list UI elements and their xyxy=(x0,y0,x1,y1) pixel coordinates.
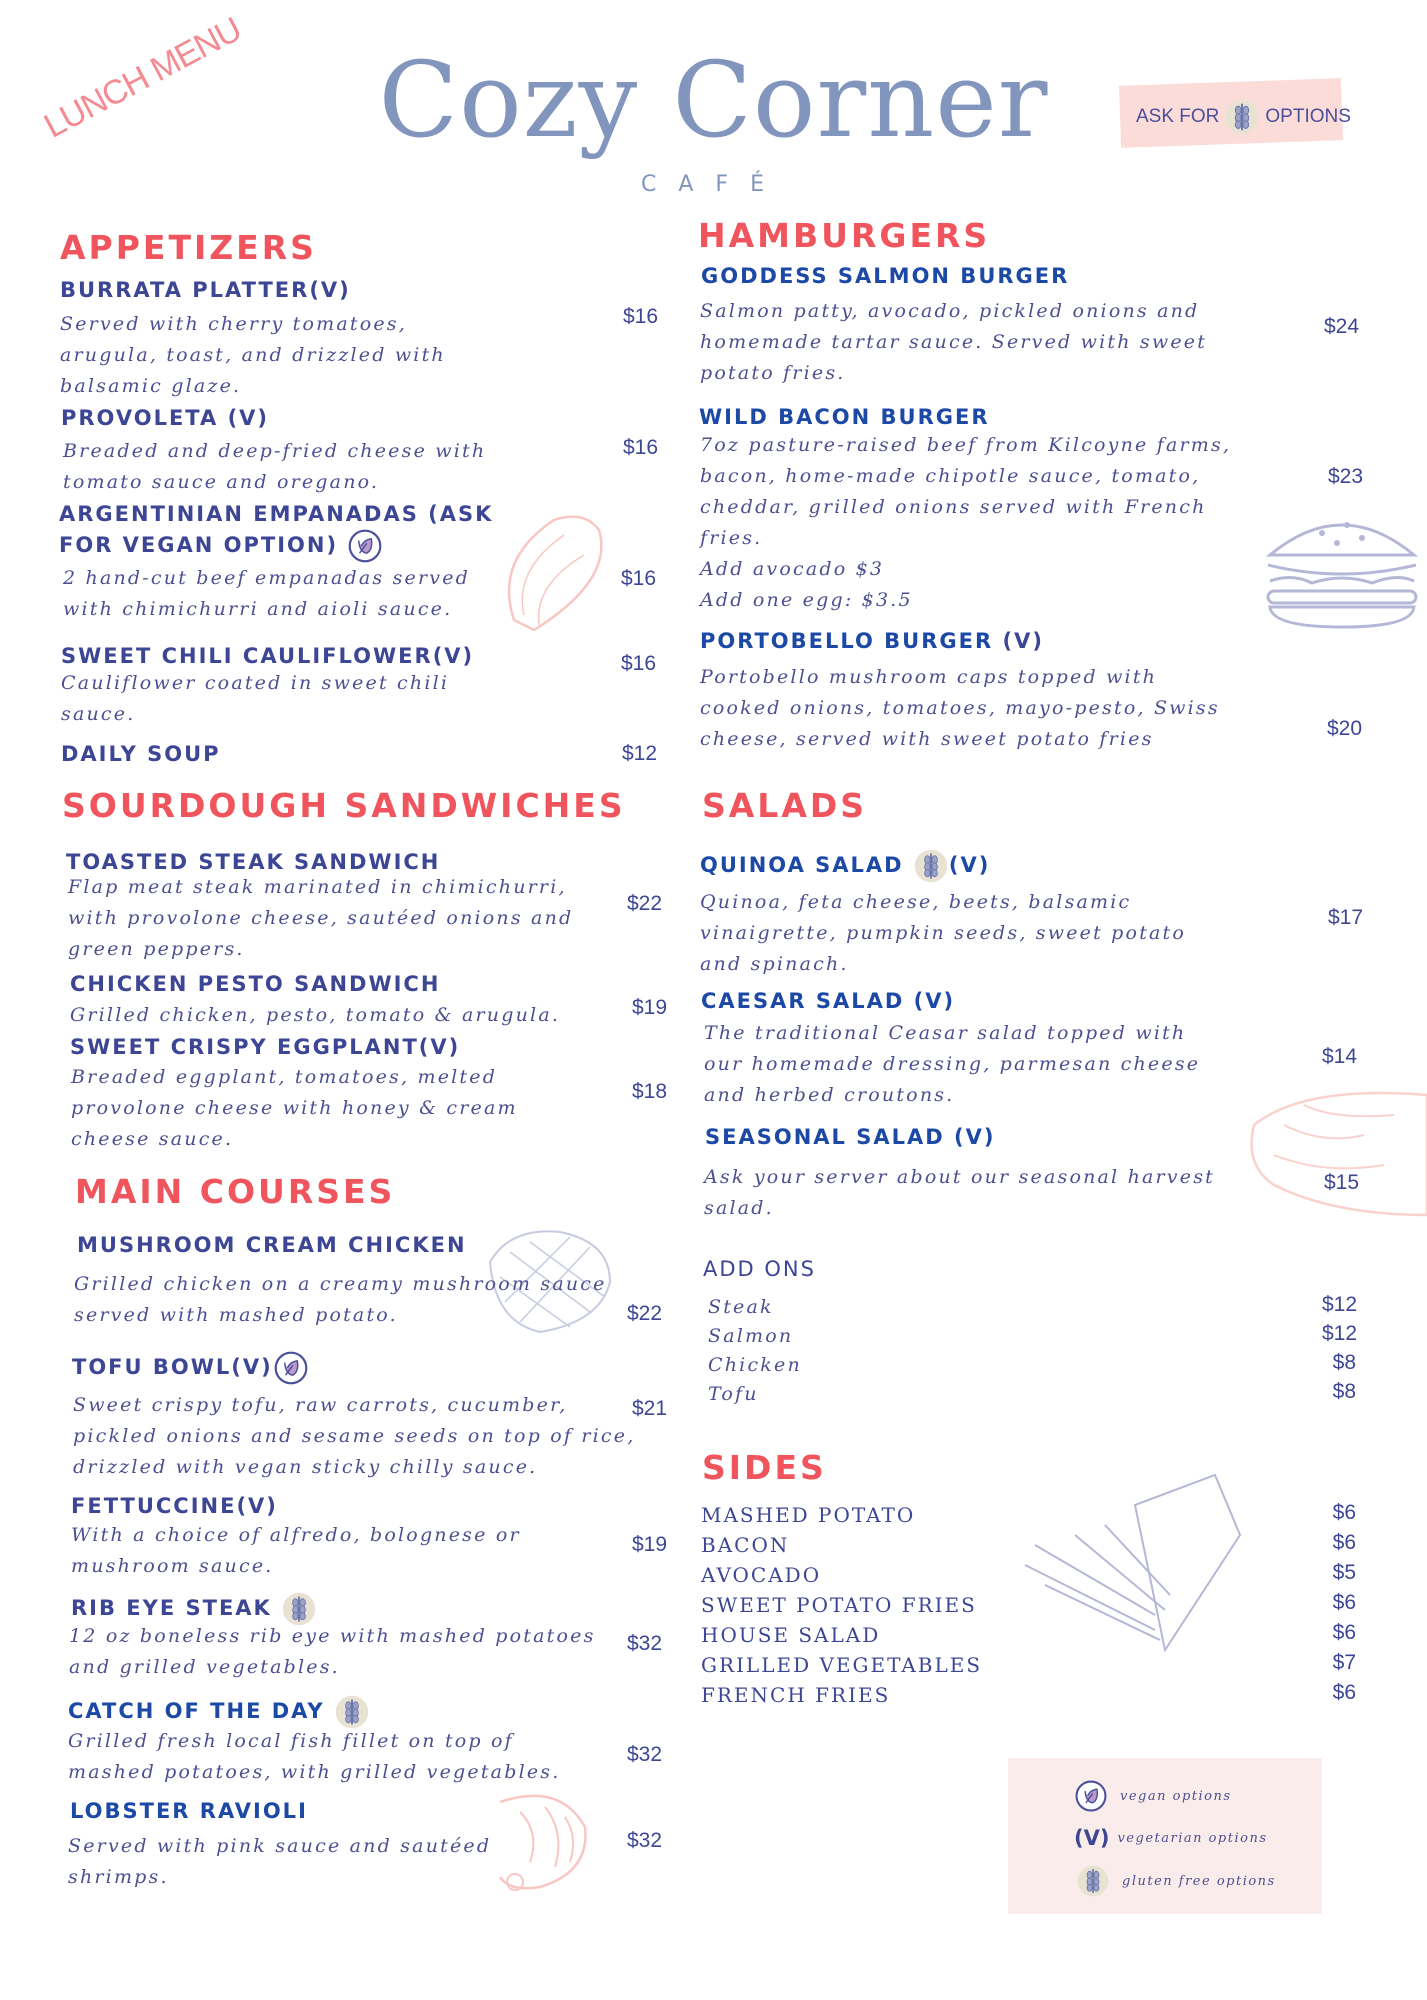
item-desc-empanadas xyxy=(63,563,470,625)
desc-line: cheddar, grilled onions served with French xyxy=(700,496,1207,518)
item-desc-provoleta xyxy=(63,436,486,498)
item-desc-portobello-burger xyxy=(700,662,1220,755)
section-title-sandwiches: SOURDOUGH SANDWICHES xyxy=(62,786,626,825)
desc-line: drizzled with vegan sticky chilly sauce. xyxy=(73,1456,538,1478)
desc-line: Quinoa, feta cheese, beets, balsamic xyxy=(700,891,1132,913)
item-name-salmon-burger: GODDESS SALMON BURGER xyxy=(701,264,1070,288)
vegetarian-tag: (V) xyxy=(231,1355,273,1379)
gluten-free-wheat-icon xyxy=(913,848,949,884)
desc-line: sauce. xyxy=(61,703,136,725)
desc-line: mushroom sauce. xyxy=(71,1555,274,1577)
item-desc-fettuccine xyxy=(71,1520,521,1582)
vegetarian-tag: (V) xyxy=(418,1035,461,1059)
side-price: $6 xyxy=(1332,1621,1356,1644)
desc-line: provolone cheese with honey & cream xyxy=(71,1097,518,1119)
item-name-caesar-salad xyxy=(701,987,955,1015)
desc-line: Grilled chicken, pesto, tomato & arugula. xyxy=(70,1004,561,1026)
desc-line: Grilled fresh local fish fillet on top of xyxy=(68,1730,514,1752)
item-name-cauliflower xyxy=(61,642,474,670)
vegetarian-tag: (V) xyxy=(309,278,351,302)
desc-line: Served with cherry tomatoes, xyxy=(60,313,407,335)
vegetarian-tag: (V) xyxy=(913,989,956,1013)
item-price-caesar-salad: $14 xyxy=(1322,1045,1358,1068)
desc-line: cheese sauce. xyxy=(71,1128,234,1150)
burger-illustration xyxy=(1262,503,1422,633)
fries-illustration xyxy=(1015,1465,1245,1665)
legend-vegetarian-label: vegetarian options xyxy=(1117,1830,1268,1846)
item-name-text: SWEET CRISPY EGGPLANT xyxy=(70,1035,419,1059)
item-price-catch-of-the-day: $32 xyxy=(627,1743,663,1766)
item-desc-burrata xyxy=(60,309,446,402)
vegetarian-tag: (V) xyxy=(432,644,475,668)
addons-title: ADD ONS xyxy=(703,1257,816,1281)
sides-list xyxy=(701,1500,982,1710)
item-name-line: ARGENTINIAN EMPANADAS (ASK xyxy=(59,502,494,526)
desc-line: Sweet crispy tofu, raw carrots, cucumber, xyxy=(73,1394,568,1416)
desc-line: Cauliflower coated in sweet chili xyxy=(61,672,450,694)
desc-line: cheese, served with sweet potato fries xyxy=(700,728,1154,750)
item-price-soup: $12 xyxy=(622,742,658,765)
desc-line: salad. xyxy=(704,1197,774,1219)
item-desc-bacon-burger xyxy=(700,430,1231,616)
section-title-salads: SALADS xyxy=(702,786,868,825)
desc-line: 2 hand-cut beef empanadas served xyxy=(63,567,471,589)
desc-line: Ask your server about our seasonal harvest xyxy=(704,1166,1215,1188)
item-price-mushroom-chicken: $22 xyxy=(627,1302,663,1325)
desc-line: served with mashed potato. xyxy=(74,1304,398,1326)
item-price-empanadas: $16 xyxy=(621,567,657,590)
vegan-leaf-icon xyxy=(1074,1779,1108,1813)
side-price: $6 xyxy=(1332,1531,1356,1554)
desc-line: fries. xyxy=(700,527,763,549)
item-name-text: FETTUCCINE xyxy=(71,1494,237,1518)
item-price-cauliflower: $16 xyxy=(621,652,657,675)
addon-price: $8 xyxy=(1332,1380,1356,1403)
item-price-lobster-ravioli: $32 xyxy=(627,1829,663,1852)
desc-line: with chimichurri and aioli sauce. xyxy=(63,598,453,620)
item-price-quinoa-salad: $17 xyxy=(1328,906,1364,929)
item-name-text: PORTOBELLO BURGER xyxy=(700,629,994,653)
addon-name: Chicken xyxy=(708,1354,802,1376)
legend-gluten-free xyxy=(1076,1864,1276,1898)
item-name-fettuccine xyxy=(71,1492,278,1520)
item-desc-cauliflower xyxy=(61,668,449,730)
addon-price: $12 xyxy=(1322,1322,1358,1345)
item-price-salmon-burger: $24 xyxy=(1324,315,1360,338)
desc-line: 7oz pasture-raised beef from Kilcoyne farms, xyxy=(700,434,1232,456)
item-name-empanadas xyxy=(59,500,493,564)
desc-line: Breaded and deep-fried cheese with xyxy=(63,440,487,462)
item-price-eggplant: $18 xyxy=(632,1080,668,1103)
desc-line: Add avocado $3 xyxy=(700,558,885,580)
item-desc-mushroom-chicken xyxy=(74,1269,607,1331)
item-desc-salmon-burger xyxy=(700,296,1207,389)
addon-name: Tofu xyxy=(708,1383,759,1405)
item-name-provoleta xyxy=(61,404,269,432)
desc-line: cooked onions, tomatoes, mayo-pesto, Swiss xyxy=(700,697,1220,719)
desc-line: with provolone cheese, sautéed onions and xyxy=(68,907,574,929)
side-name: FRENCH FRIES xyxy=(701,1683,891,1707)
item-name-seasonal-salad xyxy=(705,1123,995,1151)
item-name-text: SWEET CHILI CAULIFLOWER xyxy=(61,644,433,668)
item-name-text: SEASONAL SALAD xyxy=(705,1125,945,1149)
item-desc-quinoa-salad xyxy=(700,887,1186,980)
brand-title: Cozy Corner xyxy=(378,39,1049,161)
desc-line: our homemade dressing, parmesan cheese xyxy=(704,1053,1201,1075)
desc-line: and herbed croutons. xyxy=(704,1084,955,1106)
side-price: $5 xyxy=(1332,1561,1356,1584)
section-title-appetizers: APPETIZERS xyxy=(60,228,317,267)
item-name-text: QUINOA SALAD xyxy=(700,853,904,877)
vegetarian-symbol: (V) xyxy=(1074,1826,1110,1850)
item-desc-caesar-salad xyxy=(704,1018,1200,1111)
desc-line: homemade tartar sauce. Served with sweet xyxy=(700,331,1208,353)
addon-price: $12 xyxy=(1322,1293,1358,1316)
item-price-burrata: $16 xyxy=(623,305,659,328)
desc-line: tomato sauce and oregano. xyxy=(63,471,380,493)
item-name-mushroom-chicken: MUSHROOM CREAM CHICKEN xyxy=(77,1233,467,1257)
ask-left-text: ASK FOR xyxy=(1136,106,1220,127)
section-title-sides: SIDES xyxy=(702,1448,827,1487)
ask-options-text xyxy=(1136,98,1351,136)
vegan-leaf-icon xyxy=(347,528,383,564)
side-price: $6 xyxy=(1332,1681,1356,1704)
desc-line: pickled onions and sesame seeds on top of rice, xyxy=(73,1425,636,1447)
vegetarian-tag: (V) xyxy=(227,406,270,430)
gluten-free-wheat-icon xyxy=(1076,1864,1110,1898)
desc-line: arugula, toast, and drizzled with xyxy=(60,344,446,366)
item-price-steak-sandwich: $22 xyxy=(627,892,663,915)
vegan-leaf-icon xyxy=(273,1350,309,1386)
item-name-text: FOR VEGAN OPTION) xyxy=(59,533,339,557)
desc-line: and spinach. xyxy=(700,953,849,975)
desc-line: Add one egg: $3.5 xyxy=(700,589,913,611)
item-name-text: TOFU BOWL xyxy=(72,1355,232,1379)
item-price-portobello-burger: $20 xyxy=(1327,717,1363,740)
desc-line: and grilled vegetables. xyxy=(69,1656,340,1678)
legend-vegan-label: vegan options xyxy=(1120,1788,1232,1804)
legend-vegan xyxy=(1074,1779,1232,1813)
addon-price: $8 xyxy=(1332,1351,1356,1374)
desc-line: Salmon patty, avocado, pickled onions and xyxy=(700,300,1200,322)
side-name: BACON xyxy=(701,1533,790,1557)
item-desc-lobster-ravioli xyxy=(68,1831,491,1893)
item-desc-seasonal-salad xyxy=(704,1162,1215,1224)
item-price-provoleta: $16 xyxy=(623,436,659,459)
side-name: AVOCADO xyxy=(701,1563,822,1587)
item-name-bacon-burger: WILD BACON BURGER xyxy=(699,405,990,429)
desc-line: Breaded eggplant, tomatoes, melted xyxy=(71,1066,498,1088)
brand-subtitle: CAFÉ xyxy=(641,172,786,197)
desc-line: Served with pink sauce and sautéed xyxy=(68,1835,492,1857)
addons-prices xyxy=(1322,1290,1356,1406)
item-name-text: CATCH OF THE DAY xyxy=(68,1699,325,1723)
vegetarian-tag: (V) xyxy=(953,1125,996,1149)
item-name-catch-of-the-day xyxy=(68,1694,370,1730)
desc-line: vinaigrette, pumpkin seeds, sweet potato xyxy=(700,922,1187,944)
item-name-text: BURRATA PLATTER xyxy=(60,278,310,302)
ask-right-text: OPTIONS xyxy=(1265,106,1351,127)
item-name-lobster-ravioli: LOBSTER RAVIOLI xyxy=(70,1799,308,1823)
side-price: $7 xyxy=(1332,1651,1356,1674)
gluten-free-wheat-icon xyxy=(1223,98,1261,136)
item-price-seasonal-salad: $15 xyxy=(1324,1171,1360,1194)
item-desc-eggplant xyxy=(71,1062,518,1155)
item-name-line xyxy=(59,528,493,564)
desc-line: potato fries. xyxy=(700,362,846,384)
desc-line: balsamic glaze. xyxy=(60,375,242,397)
section-title-hamburgers: HAMBURGERS xyxy=(698,216,991,255)
item-desc-rib-eye xyxy=(69,1621,596,1683)
item-name-text: PROVOLETA xyxy=(61,406,219,430)
item-name-soup: DAILY SOUP xyxy=(61,742,221,766)
item-name-portobello-burger xyxy=(700,627,1044,655)
addon-name: Steak xyxy=(708,1296,774,1318)
desc-line: With a choice of alfredo, bolognese or xyxy=(71,1524,521,1546)
desc-line: green peppers. xyxy=(68,938,245,960)
item-desc-steak-sandwich xyxy=(68,872,573,965)
item-name-text: RIB EYE STEAK xyxy=(71,1596,272,1620)
section-title-main-courses: MAIN COURSES xyxy=(75,1172,396,1211)
item-name-pesto: CHICKEN PESTO SANDWICH xyxy=(70,972,441,996)
item-name-tofu-bowl xyxy=(72,1350,309,1386)
desc-line: Portobello mushroom caps topped with xyxy=(700,666,1158,688)
desc-line: mashed potatoes, with grilled vegetables. xyxy=(68,1761,561,1783)
side-price: $6 xyxy=(1332,1501,1356,1524)
desc-line: shrimps. xyxy=(68,1866,169,1888)
item-name-eggplant xyxy=(70,1033,460,1061)
item-price-fettuccine: $19 xyxy=(632,1533,668,1556)
legend-vegetarian xyxy=(1074,1826,1268,1850)
side-price: $6 xyxy=(1332,1591,1356,1614)
item-name-burrata xyxy=(60,276,351,304)
vegetarian-tag: (V) xyxy=(948,853,991,877)
item-desc-tofu-bowl xyxy=(73,1390,635,1483)
desc-line: Flap meat steak marinated in chimichurri, xyxy=(68,876,567,898)
side-name: SWEET POTATO FRIES xyxy=(701,1593,977,1617)
item-price-bacon-burger: $23 xyxy=(1328,465,1364,488)
empanada-illustration xyxy=(494,500,614,640)
side-name: HOUSE SALAD xyxy=(701,1623,881,1647)
item-price-tofu-bowl: $21 xyxy=(632,1397,668,1420)
desc-line: 12 oz boneless rib eye with mashed potatoes xyxy=(69,1625,596,1647)
legend-gluten-free-label: gluten free options xyxy=(1122,1873,1276,1889)
item-name-steak-sandwich: TOASTED STEAK SANDWICH xyxy=(66,850,441,874)
side-name: MASHED POTATO xyxy=(701,1503,916,1527)
item-name-text: CAESAR SALAD xyxy=(701,989,905,1013)
item-price-pesto: $19 xyxy=(632,996,668,1019)
item-price-rib-eye: $32 xyxy=(627,1632,663,1655)
desc-line: bacon, home-made chipotle sauce, tomato, xyxy=(700,465,1201,487)
item-desc-pesto xyxy=(70,1000,560,1031)
desc-line: Grilled chicken on a creamy mushroom sauce xyxy=(74,1273,607,1295)
addons-list xyxy=(708,1293,802,1409)
sides-prices xyxy=(1322,1498,1356,1708)
addon-name: Salmon xyxy=(708,1325,794,1347)
side-name: GRILLED VEGETABLES xyxy=(701,1653,983,1677)
vegetarian-tag: (V) xyxy=(1002,629,1044,653)
gluten-free-wheat-icon xyxy=(334,1694,370,1730)
salmon-illustration xyxy=(1244,1065,1427,1225)
lunch-menu-stamp: LUNCH MENU xyxy=(38,10,248,146)
item-desc-catch-of-the-day xyxy=(68,1726,560,1788)
vegetarian-tag: (V) xyxy=(236,1494,278,1518)
item-name-quinoa-salad xyxy=(700,848,990,884)
desc-line: The traditional Ceasar salad topped with xyxy=(704,1022,1187,1044)
